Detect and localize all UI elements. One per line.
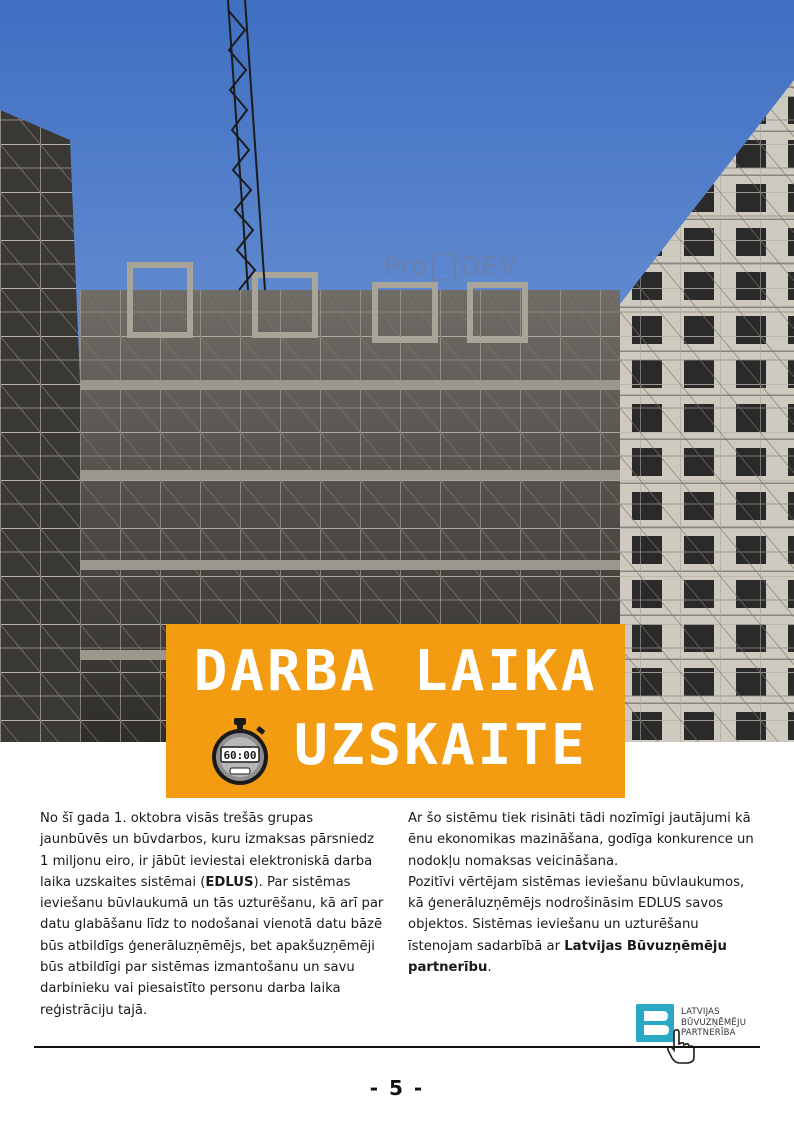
logo-line-3: PARTNERĪBA: [681, 1028, 736, 1038]
left-text-2: ). Par sistēmas ieviešanu būvlaukumā un tās uzturēšanu, kā arī par datu glabāšanu līdz to nodošanai vienotā datu bāzē būs atbildīgs ģenerāluzņēmējs, bet apakšuzņēmēji būs atbildīgi par sistēmas izmantošanu un savu darbinieku vai piesaistīto personu darba laika reģistrāciju tajā.: [40, 874, 384, 1018]
watermark-text-left: Pro: [384, 252, 429, 282]
title-banner: [166, 624, 625, 798]
stopwatch-icon: [208, 718, 272, 786]
title-line-1: DARBA LAIKA: [193, 639, 598, 704]
page-number: - 5 -: [369, 1076, 425, 1100]
stopwatch-display: 60:00: [223, 749, 257, 762]
left-text-1: No šī gada 1. oktobra visās trešās grupas jaunbūvēs un būvdarbos, kuru izmaksas pārsniedz 1 miljonu eiro, ir jābūt ieviestai elektroniskā darba laika uzskaites sistēmai (: [40, 811, 375, 890]
right-text-2: Pozitīvi vērtējam sistēmas ieviešanu būvlaukumos, kā ģenerāluzņēmējs nodrošināsim EDLUS savos objektos. Sistēmas ieviešanu un uzturēšanu īstenojam sadarbībā ar: [408, 874, 745, 954]
partner-bold: Latvijas Būvuzņēmēju partnerību: [408, 938, 727, 976]
left-column: [40, 808, 385, 1021]
right-column: [408, 808, 760, 978]
section-divider: [34, 1046, 760, 1048]
building-icon: [432, 253, 456, 281]
edlus-bold: EDLUS: [205, 874, 254, 890]
watermark-text-right: DEV: [460, 252, 518, 282]
right-paragraph-2: [408, 872, 760, 978]
left-paragraph: [40, 808, 385, 1021]
prodev-watermark: [384, 252, 517, 282]
right-text-end: .: [487, 960, 492, 976]
logo-line-1: LATVIJAS: [681, 1007, 720, 1017]
logo-line-2: BŪVUZŅĒMĒJU: [681, 1017, 747, 1028]
lbp-logo: [636, 1004, 764, 1066]
title-line-2: UZSKAITE: [294, 713, 588, 778]
right-paragraph-1: Ar šo sistēmu tiek risināti tādi nozīmīgi jautājumi kā ēnu ekonomikas mazināšana, godīga konkurence un nodokļu nomaksas veicināšana.: [408, 811, 754, 869]
